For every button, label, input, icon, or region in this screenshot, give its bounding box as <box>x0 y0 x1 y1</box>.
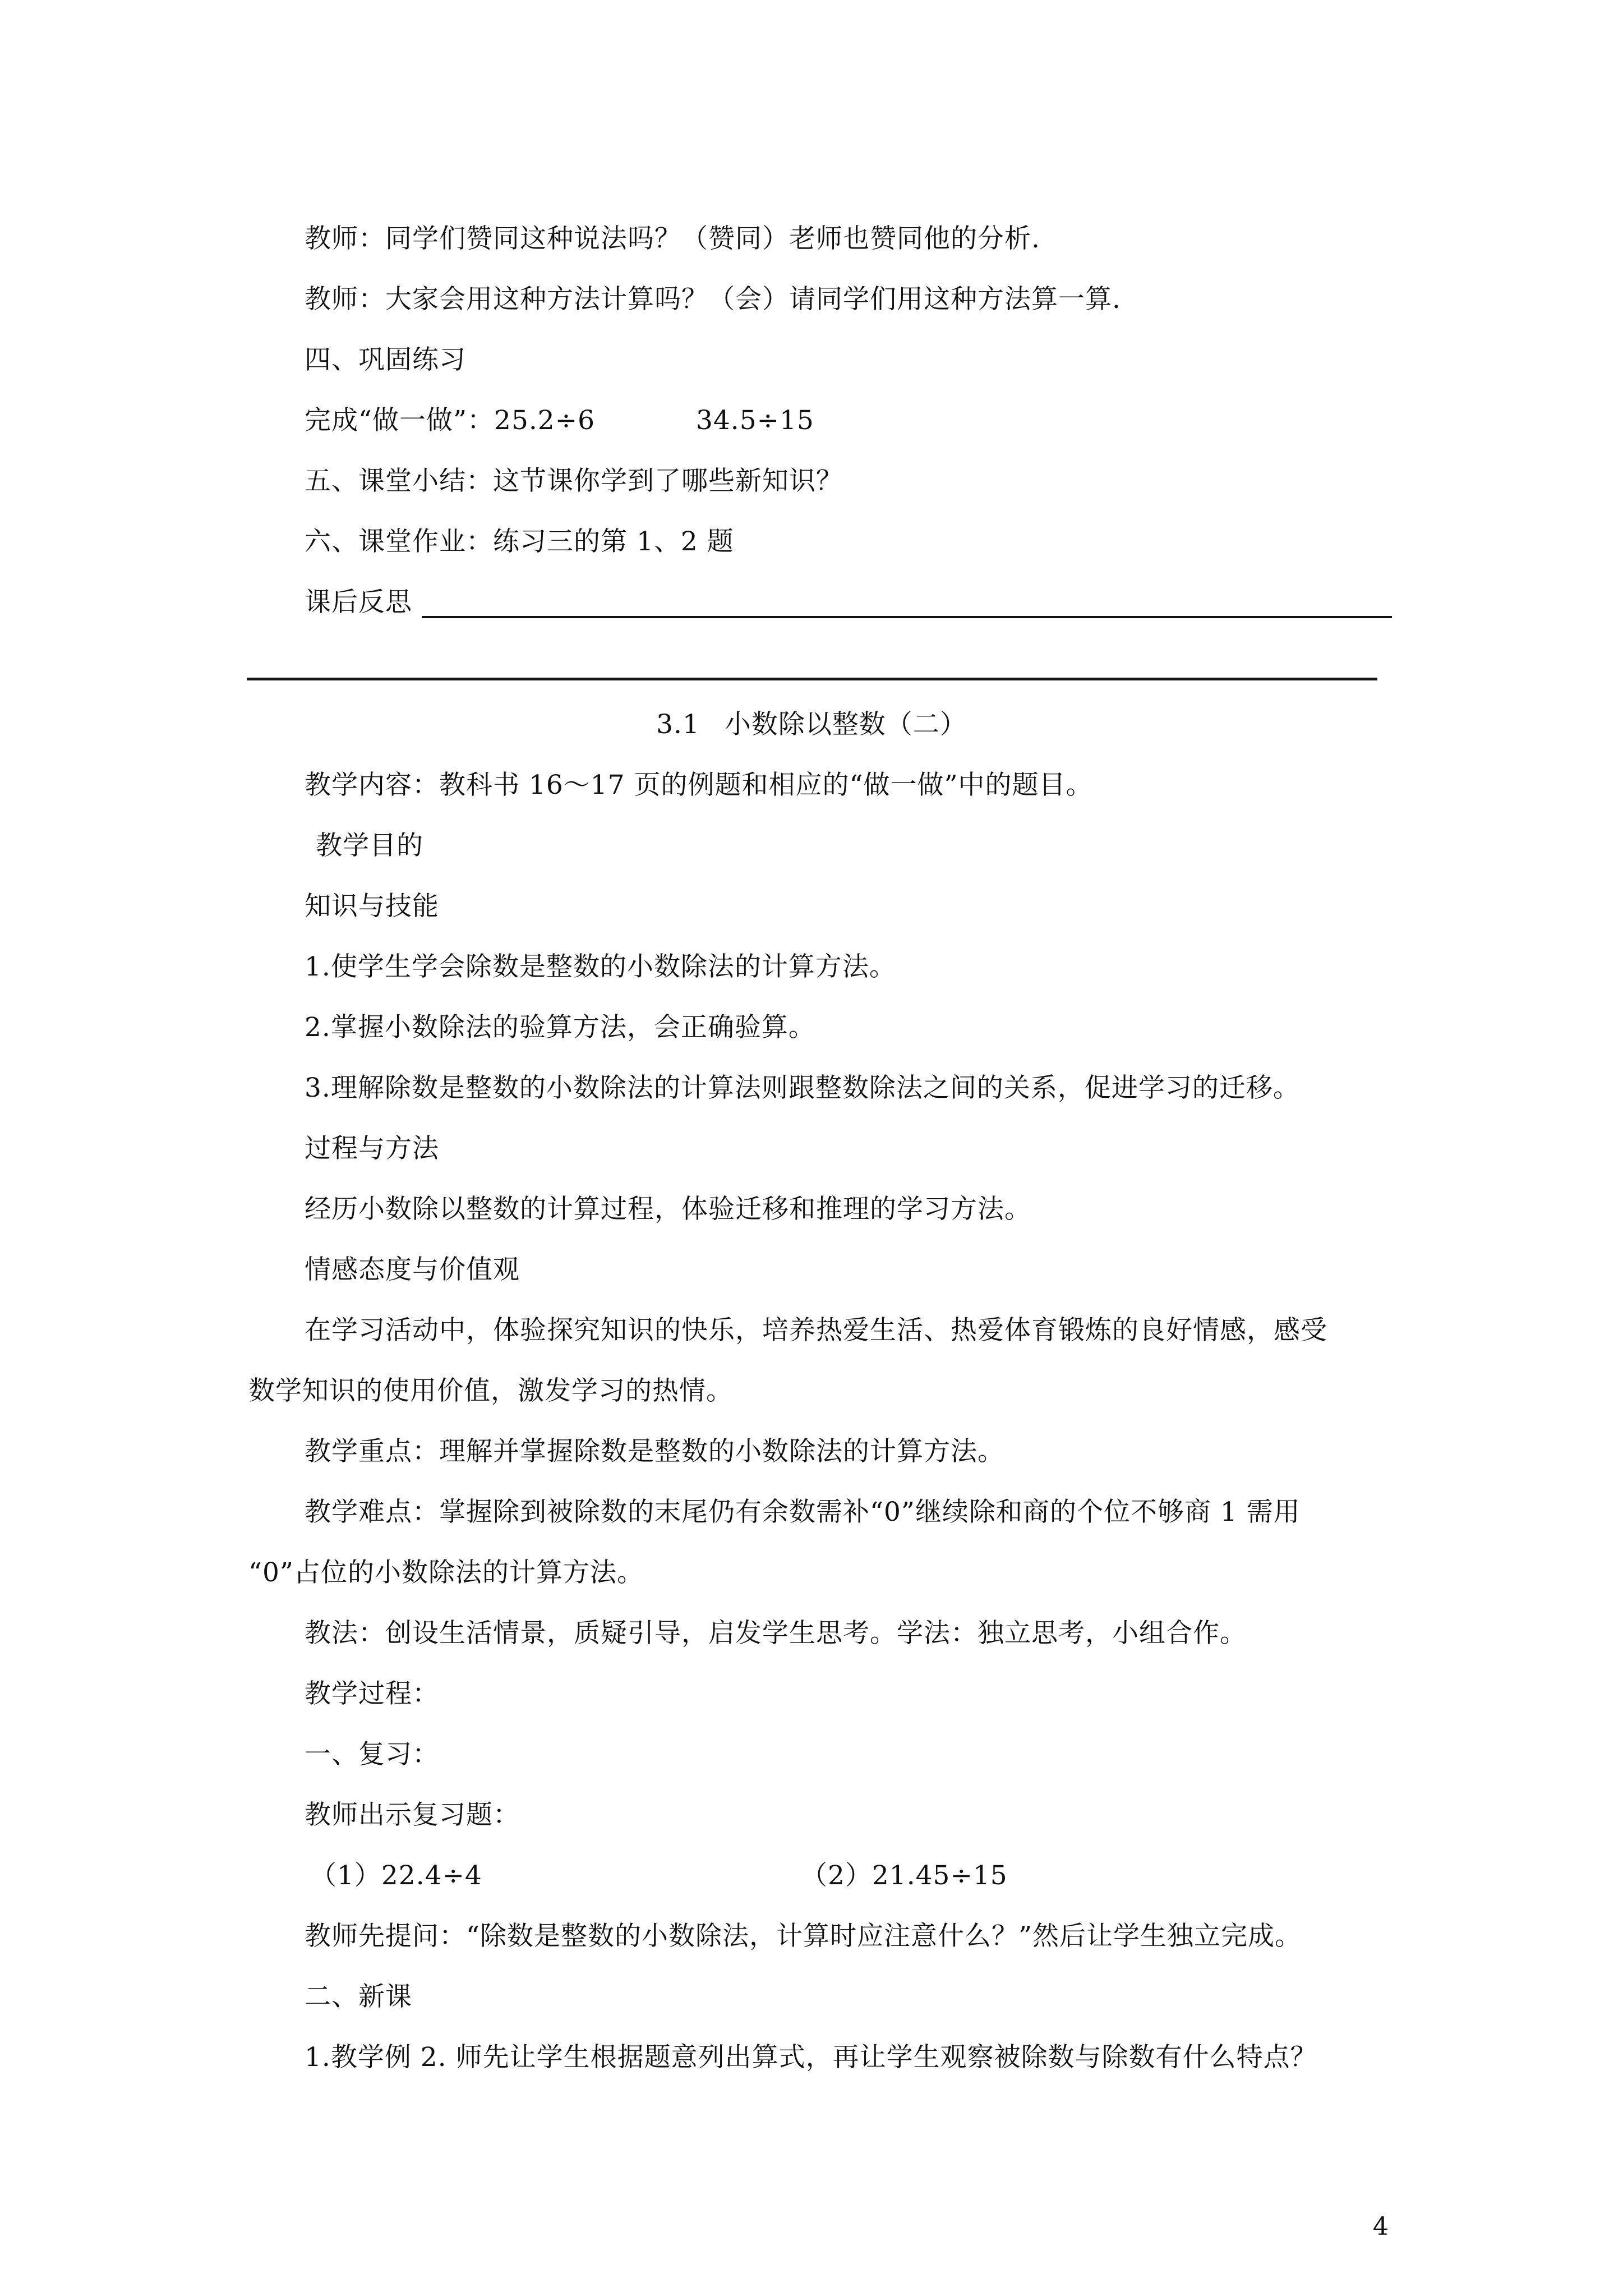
key-point: 教学重点：理解并掌握除数是整数的小数除法的计算方法。 <box>305 1436 1004 1467</box>
lesson-number: 3.1 <box>656 709 700 740</box>
knowledge-heading: 知识与技能 <box>305 891 439 922</box>
attitude-heading: 情感态度与价值观 <box>305 1254 520 1285</box>
review-heading: 一、复习： <box>305 1739 439 1770</box>
reflection-underline <box>422 616 1392 618</box>
attitude-text-2: 数学知识的使用价值，激发学习的热情。 <box>248 1375 733 1406</box>
lesson-title <box>0 708 1623 742</box>
reflection-label: 课后反思 <box>305 587 412 618</box>
attitude-text-1: 在学习活动中，体验探究知识的快乐，培养热爱生活、热爱体育锻炼的良好情感，感受 <box>305 1315 1327 1346</box>
review-question-2: （2）21.45÷15 <box>801 1860 1008 1891</box>
teaching-method: 教法：创设生活情景，质疑引导，启发学生思考。学法：独立思考，小组合作。 <box>305 1618 1247 1649</box>
teacher-line-2: 教师：大家会用这种方法计算吗？（会）请同学们用这种方法算一算. <box>305 284 1121 315</box>
goal-heading: 教学目的 <box>316 830 423 861</box>
section-heading-summary: 五、课堂小结：这节课你学到了哪些新知识？ <box>305 466 843 496</box>
section-separator <box>247 678 1377 680</box>
page-number: 4 <box>1373 2212 1389 2241</box>
process-heading: 过程与方法 <box>305 1133 439 1164</box>
section-heading-homework: 六、课堂作业：练习三的第 1、2 题 <box>305 526 734 557</box>
difficulty-line-1: 教学难点：掌握除到被除数的末尾仍有余数需补“0”继续除和商的个位不够商 1 需用 <box>305 1497 1301 1527</box>
section-heading-practice: 四、巩固练习 <box>305 344 466 375</box>
review-question-1: （1）22.4÷4 <box>310 1860 482 1891</box>
knowledge-item-3: 3.理解除数是整数的小数除法的计算法则跟整数除法之间的关系，促进学习的迁移。 <box>305 1073 1300 1103</box>
teacher-line-1: 教师：同学们赞同这种说法吗？（赞同）老师也赞同他的分析. <box>305 223 1040 254</box>
practice-problem-a: 完成“做一做”：25.2÷6 <box>305 405 595 436</box>
practice-line <box>305 404 814 438</box>
knowledge-item-1: 1.使学生学会除数是整数的小数除法的计算方法。 <box>305 951 896 982</box>
knowledge-item-2: 2.掌握小数除法的验算方法，会正确验算。 <box>305 1012 815 1043</box>
practice-problem-b: 34.5÷15 <box>696 405 814 436</box>
review-ask: 教师先提问：“除数是整数的小数除法，计算时应注意什么？”然后让学生独立完成。 <box>305 1921 1302 1952</box>
process-label: 教学过程： <box>305 1678 439 1709</box>
difficulty-line-2: “0”占位的小数除法的计算方法。 <box>248 1557 644 1588</box>
process-text: 经历小数除以整数的计算过程，体验迁移和推理的学习方法。 <box>305 1194 1031 1225</box>
example-line: 1.教学例 2. 师先让学生根据题意列出算式，再让学生观察被除数与除数有什么特点？ <box>305 2042 1317 2073</box>
lesson-title-text: 小数除以整数（二） <box>724 709 967 740</box>
teaching-content: 教学内容：教科书 16～17 页的例题和相应的“做一做”中的题目。 <box>305 770 1093 800</box>
review-intro: 教师出示复习题： <box>305 1800 520 1830</box>
new-lesson-heading: 二、新课 <box>305 1981 412 2012</box>
